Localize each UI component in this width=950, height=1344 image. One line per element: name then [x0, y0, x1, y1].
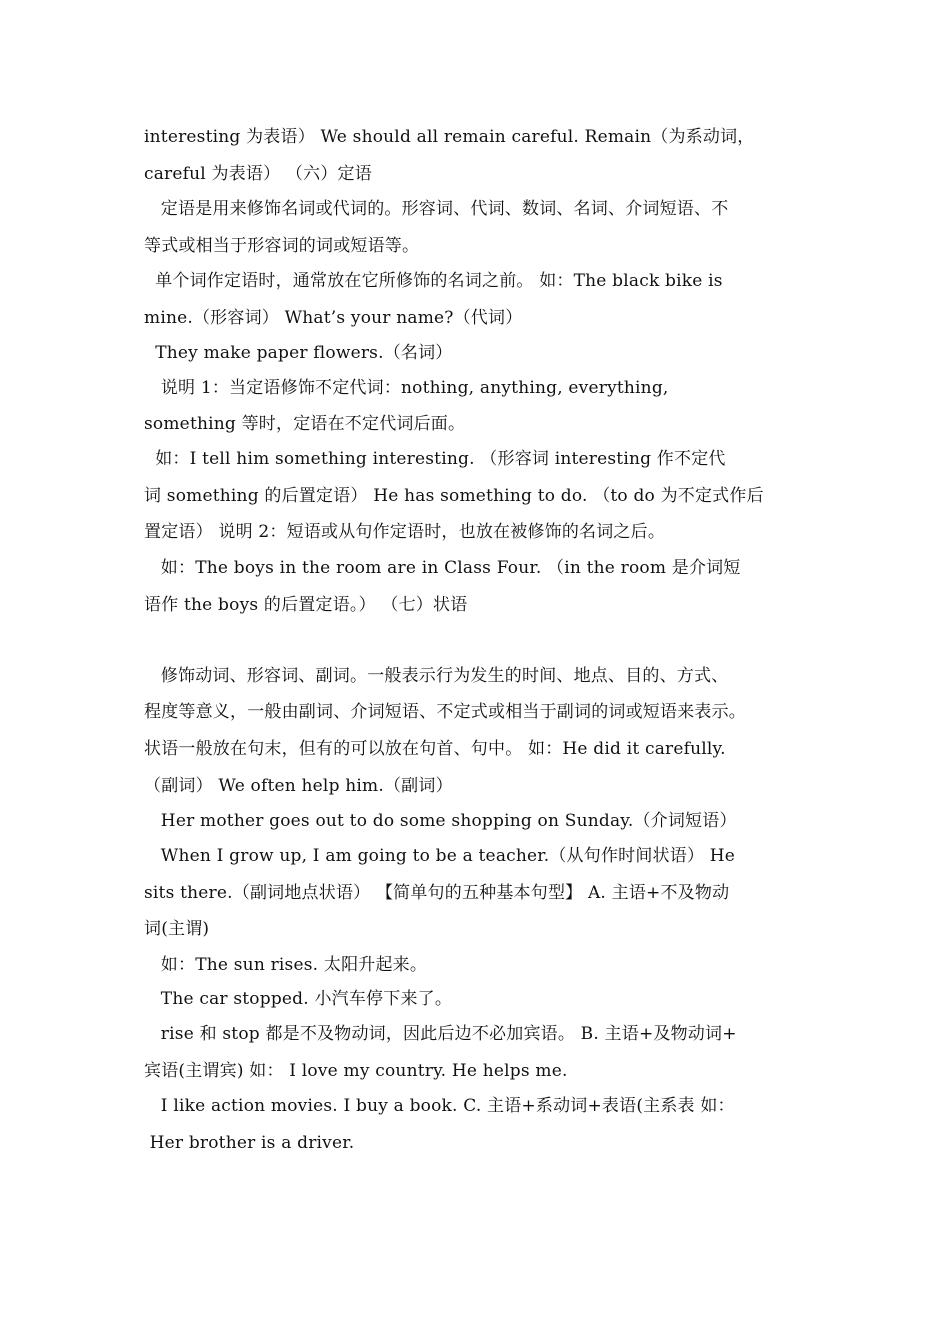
text-line: 状语一般放在句末，但有的可以放在句首、句中。 如：He did it carefully. [144, 739, 726, 759]
text-line: Her mother goes out to do some shopping on Sunday.（介词短语） [144, 811, 737, 831]
text-line: 语作 the boys 的后置定语。） （七）状语 [144, 595, 468, 615]
text-line: 如：The boys in the room are in Class Four. （in the room 是介词短 [144, 558, 741, 578]
text-line: careful 为表语） （六）定语 [144, 164, 372, 184]
text-line: 修饰动词、形容词、副词。一般表示行为发生的时间、地点、目的、方式、 [144, 666, 729, 686]
text-line: 说明 1：当定语修饰不定代词：nothing, anything, everything, [144, 378, 669, 398]
text-line: 宾语(主谓宾) 如： I love my country. He helps me. [144, 1061, 568, 1081]
text-line: 词 something 的后置定语） He has something to do. （to do 为不定式作后 [144, 486, 764, 506]
text-line: I like action movies. I buy a book. C. 主语+系动词+表语(主系表 如： [144, 1096, 735, 1116]
text-line: 定语是用来修饰名词或代词的。形容词、代词、数词、名词、介词短语、不 [144, 199, 729, 219]
text-line: 单个词作定语时，通常放在它所修饰的名词之前。 如：The black bike is [144, 271, 723, 291]
text-line: rise 和 stop 都是不及物动词，因此后边不必加宾语。 B. 主语+及物动词+ [144, 1024, 737, 1044]
text-line: Her brother is a driver. [144, 1133, 355, 1153]
text-line: 等式或相当于形容词的词或短语等。 [144, 236, 420, 256]
text-line: something 等时，定语在不定代词后面。 [144, 414, 466, 434]
text-line: interesting 为表语） We should all remain careful. Remain（为系动词， [144, 127, 755, 147]
text-line: They make paper flowers.（名词） [144, 343, 453, 363]
text-line: 词(主谓) [144, 919, 210, 939]
text-line: sits there.（副词地点状语） 【简单句的五种基本句型】 A. 主语+不及物动 [144, 883, 730, 903]
text-line: （副词） We often help him.（副词） [144, 776, 453, 796]
text-line: 如：The sun rises. 太阳升起来。 [144, 955, 428, 975]
text-line: When I grow up, I am going to be a teacher.（从句作时间状语） He [144, 846, 736, 866]
text-line: 置定语） 说明 2：短语或从句作定语时，也放在被修饰的名词之后。 [144, 522, 666, 542]
text-line: The car stopped. 小汽车停下来了。 [144, 989, 453, 1009]
text-line: 如：I tell him something interesting. （形容词 interesting 作不定代 [144, 449, 726, 469]
text-line: 程度等意义，一般由副词、介词短语、不定式或相当于副词的词或短语来表示。 [144, 702, 746, 722]
text-line: mine.（形容词） What’s your name?（代词） [144, 308, 523, 328]
